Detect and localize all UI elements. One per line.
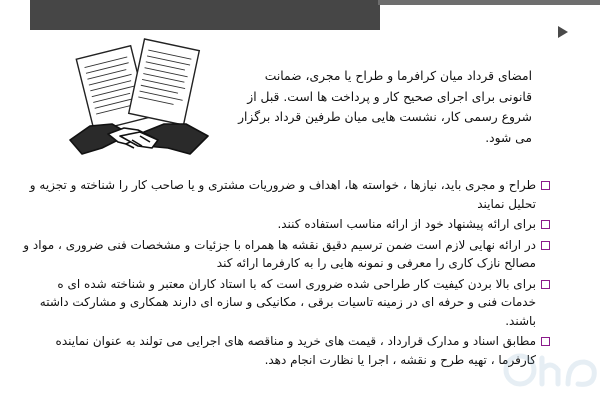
- document-front: [129, 39, 200, 125]
- bullet-list: [20, 176, 548, 369]
- square-bullet-icon: [541, 220, 550, 229]
- list-item: [20, 176, 548, 213]
- list-item: [20, 275, 548, 331]
- list-item: [20, 236, 548, 273]
- square-bullet-icon: [541, 181, 550, 190]
- list-item: [20, 332, 548, 369]
- handshake: [70, 124, 208, 154]
- list-item: [20, 215, 548, 234]
- list-item-text: برای بالا بردن کیفیت کار طراحی شده ضروری است که با استاد کاران معتبر و شناخته شده ای ه خدمات فنی و حرفه ای در زمینه تاسیات برقی ، مکانیکی و سازه ای دارند همکاری و مشارکت داشته باشند.: [39, 276, 536, 328]
- square-bullet-icon: [541, 280, 550, 289]
- contract-handshake-icon: [68, 36, 210, 162]
- list-item-text: مطابق اسناد و مدارک قرارداد ، قیمت های خرید و مناقصه های اجرایی می تولند به عنوان نماینده کارفرما ، تهیه طرح و نقشه ، اجرا یا نظارت انجام دهد.: [55, 334, 536, 367]
- watermark-logo: [498, 340, 600, 396]
- slide-header-accent: [378, 0, 600, 5]
- intro-paragraph: امضای قرداد میان کرافرما و طراح یا مجری، ضمانت قانونی برای اجرای صحیح کار و پرداخت ها است. قبل از شروع رسمی کار، نشست هایی میان طرفین قرداد برگزار می شود.: [238, 69, 532, 145]
- list-item-text: در ارائه نهایی لازم است ضمن ترسیم دقیق نقشه ها همراه با جزئیات و مشخصات فنی ضروری ، مواد و مصالح نازک کاری را معرفی و نمونه هایی را به کارفرما ارائه کند: [23, 237, 536, 270]
- next-slide-arrow-icon[interactable]: [558, 26, 568, 38]
- list-item-text: برای ارائه پیشنهاد خود از ارائه مناسب استفاده کنند.: [277, 217, 536, 231]
- square-bullet-icon: [541, 241, 550, 250]
- slide-header-bar: [30, 0, 380, 30]
- list-item-text: طراح و مجری باید، نیازها ، خواسته ها، اهداف و ضروریات مشتری و یا صاحب کار را شناخته و تجزیه و تحلیل نمایند: [29, 178, 536, 211]
